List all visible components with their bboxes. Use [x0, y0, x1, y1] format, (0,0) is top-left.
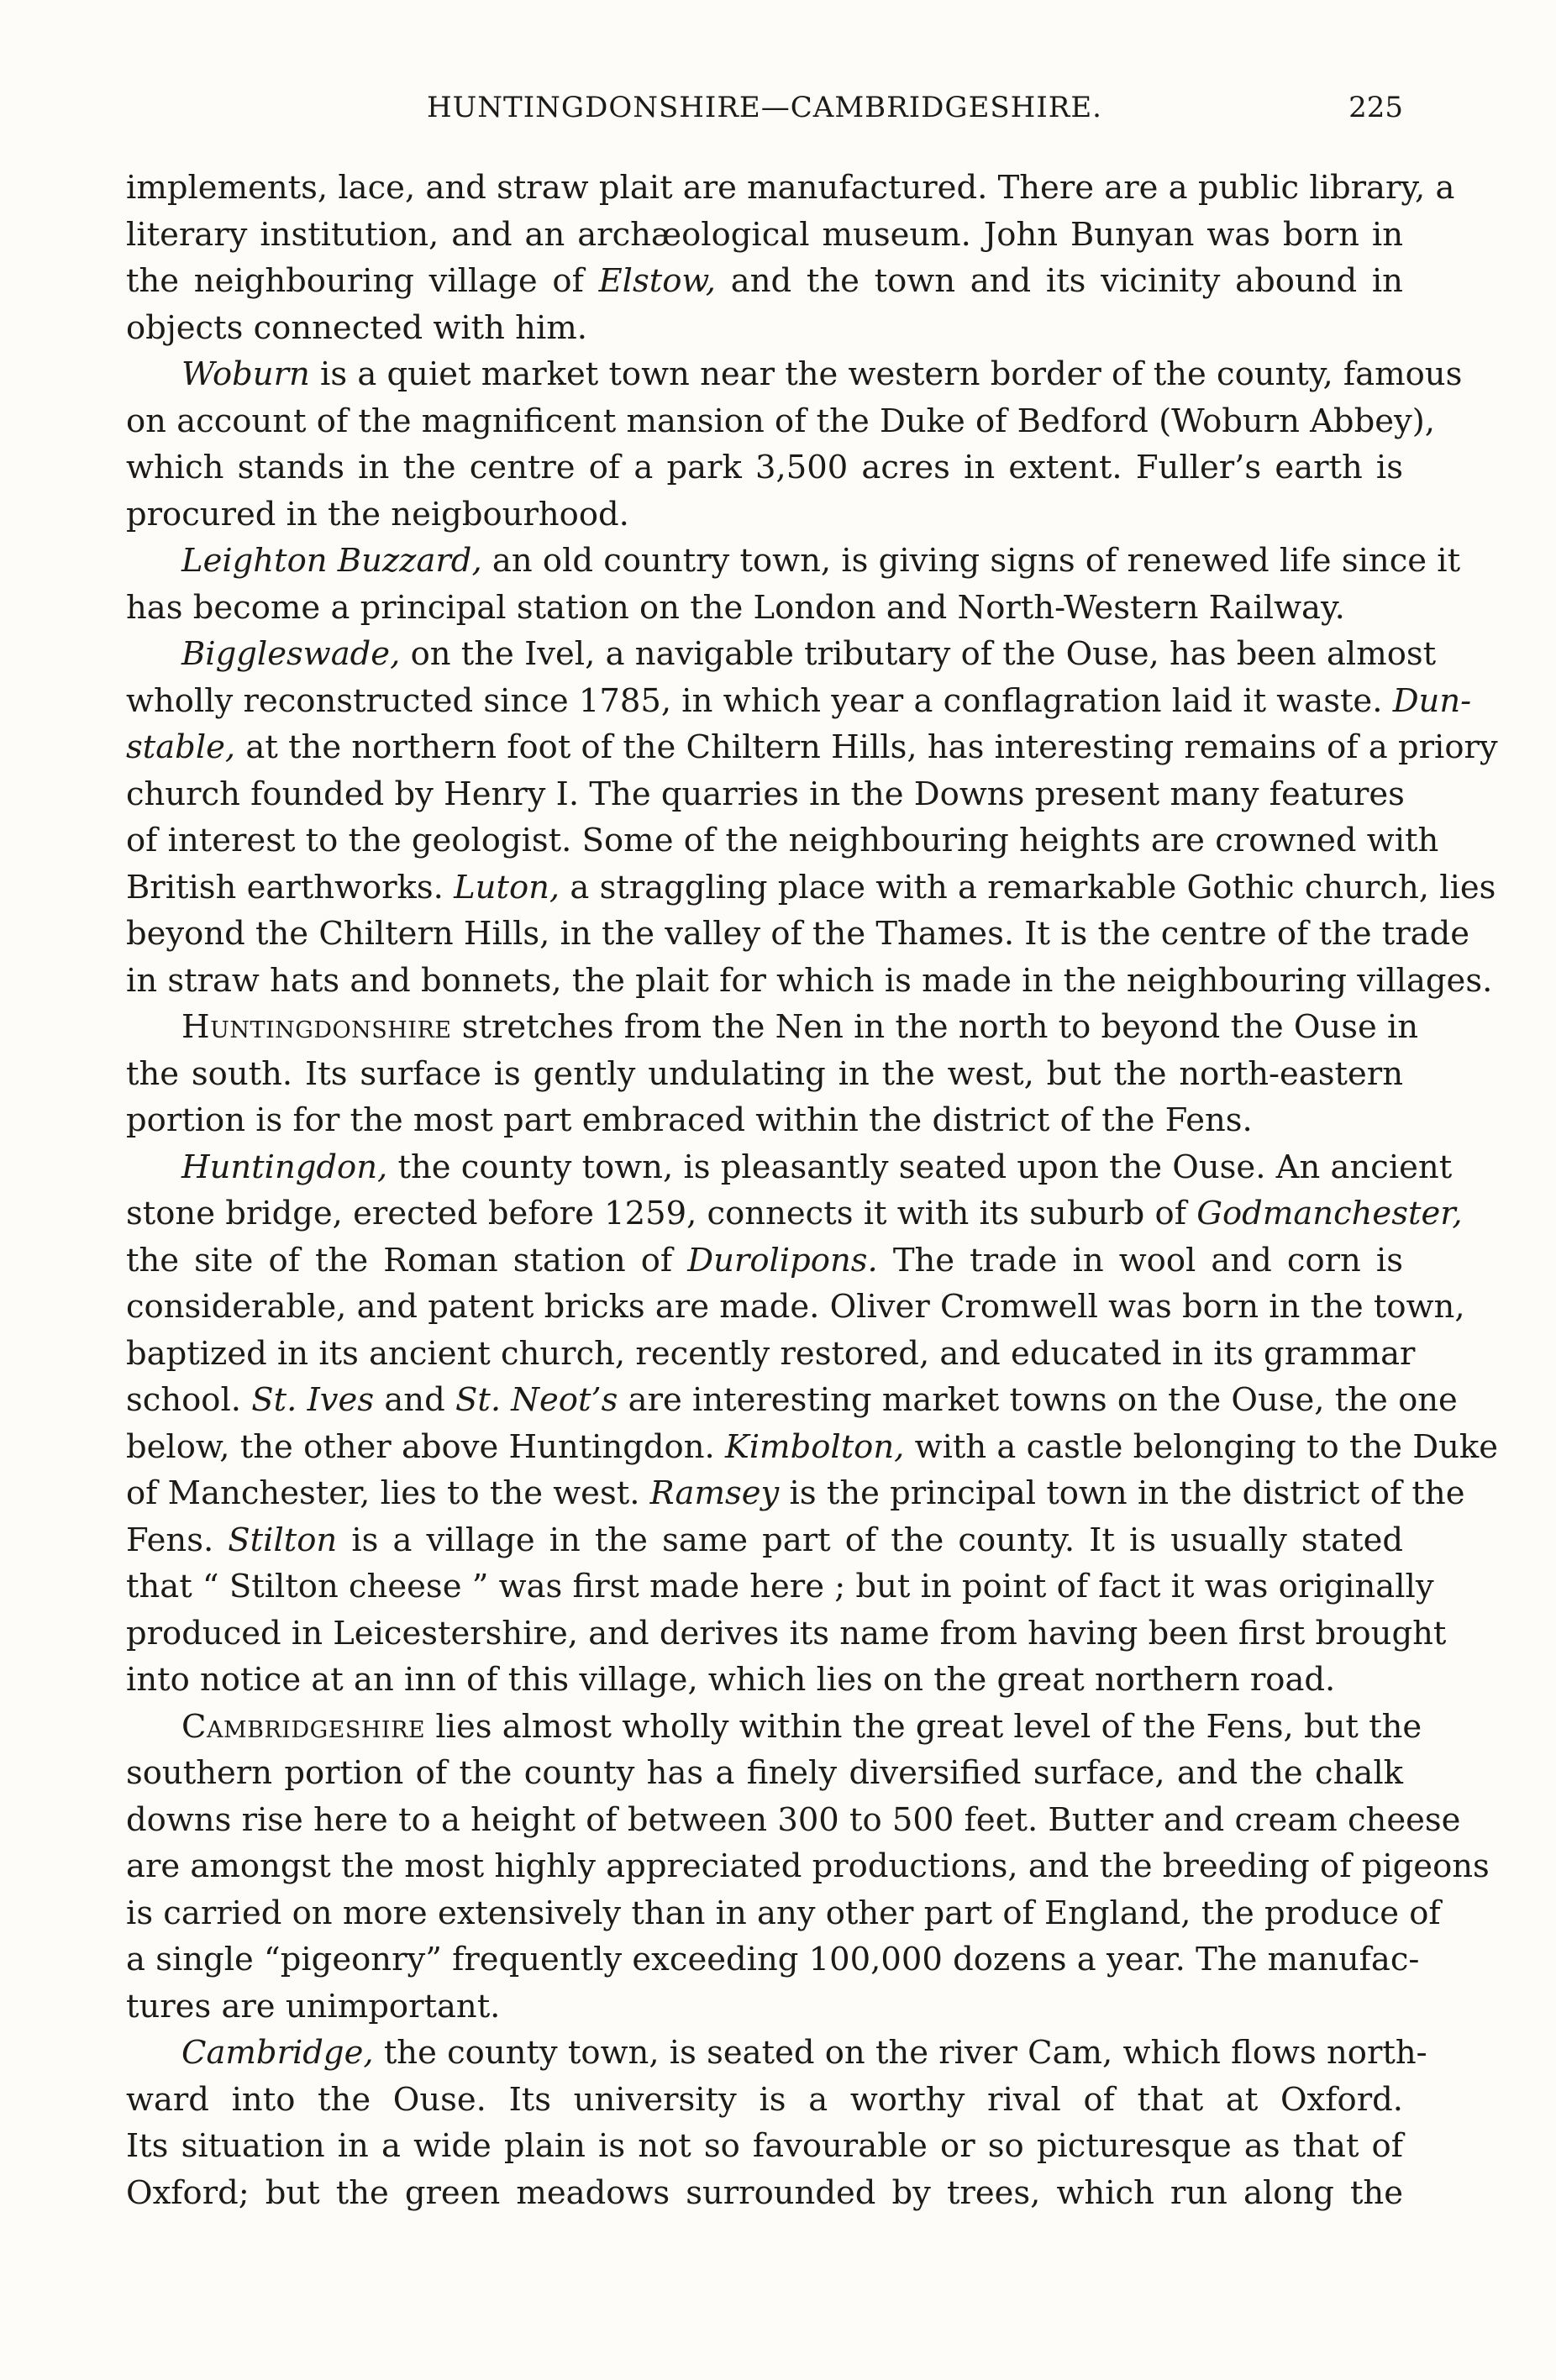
text-segment: tures are unimportant. [126, 1987, 501, 2025]
text-line [126, 212, 1403, 259]
text-line [126, 1843, 1490, 1890]
text-line [126, 2123, 1403, 2170]
italic-text: Cambridge, [181, 2034, 374, 2072]
text-segment: literary institution, and an archæological museum. John Bunyan was born in [126, 215, 1403, 254]
text-segment: church founded by Henry I. The quarries in the Downs present many features [126, 775, 1405, 813]
text-segment: lies almost wholly within the great level of the Fens, but the [425, 1707, 1422, 1746]
text-segment: and [374, 1381, 455, 1419]
text-line [126, 911, 1470, 958]
text-segment: that “ Stilton cheese ” was first made here ; but in point of fact it was originally [126, 1568, 1434, 1605]
text-segment: are amongst the most highly appreciated productions, and the breeding of pigeons [126, 1847, 1490, 1885]
text-segment: objects connected with him. [126, 308, 588, 347]
text-line [126, 1657, 1403, 1704]
text-segment: the county town, is seated on the river Cam, which flows north- [373, 2034, 1427, 2072]
text-segment: is a village in the same part of the county. It is usually stated [337, 1521, 1404, 1559]
text-segment: of interest to the geologist. Some of the neighbouring heights are crowned with [126, 822, 1439, 859]
text-segment: Fens. [126, 1521, 229, 1559]
text-line [126, 444, 1403, 491]
text-segment: beyond the Chiltern Hills, in the valley of the Thames. It is the centre of the trade [126, 915, 1470, 953]
text-line [126, 585, 1403, 632]
text-segment: the neighbouring village of [126, 262, 599, 300]
text-segment: which stands in the centre of a park 3,500 acres in extent. Fuller’s earth is [126, 449, 1403, 486]
text-segment: The trade in wool and corn is [877, 1241, 1403, 1279]
text-segment: is the principal town in the district of the [779, 1474, 1465, 1512]
italic-text: Leighton Buzzard, [181, 542, 482, 580]
italic-text: St. Neot’s [455, 1381, 618, 1419]
text-line [126, 258, 1403, 305]
text-segment: Oxford; but the green meadows surrounded by trees, which run along the [126, 2173, 1403, 2212]
italic-text: Luton, [454, 868, 560, 906]
text-segment: the county town, is pleasantly seated upon the Ouse. An ancient [387, 1148, 1453, 1186]
italic-text: Durolipons. [687, 1241, 878, 1279]
text-line [126, 1750, 1403, 1797]
italic-text: Elstow, [598, 262, 717, 300]
text-segment: produced in Leicestershire, and derives its name from having been first brought [126, 1614, 1447, 1652]
italic-text: Stilton [228, 1521, 338, 1559]
text-line [126, 958, 1493, 1005]
text-segment: southern portion of the county has a finely diversified surface, and the chalk [126, 1754, 1403, 1792]
text-segment: stretches from the Nen in the north to beyond the Ouse in [451, 1008, 1419, 1046]
text-segment: are interesting market towns on the Ouse, the one [618, 1381, 1458, 1419]
page-header [126, 91, 1403, 133]
text-line [126, 1424, 1498, 1471]
page-number: 225 [1348, 91, 1403, 124]
italic-text: stable, [126, 728, 236, 766]
text-segment: stone bridge, erected before 1259, connects it with its suburb of [126, 1195, 1197, 1232]
text-line [126, 1331, 1416, 1378]
italic-text: St. Ives [251, 1381, 375, 1419]
text-line [126, 2030, 1427, 2077]
text-line [126, 1983, 1403, 2031]
text-line [126, 305, 1403, 352]
text-segment: is a quiet market town near the western border of the county, famous [309, 355, 1463, 393]
text-line [126, 1004, 1419, 1051]
text-segment: considerable, and patent bricks are made. Oliver Cromwell was born in the town, [126, 1288, 1465, 1326]
text-segment: on the Ivel, a navigable tributary of the Ouse, has been almost [400, 635, 1437, 673]
text-line [126, 1936, 1420, 1983]
text-line [126, 1097, 1403, 1144]
text-segment: with a castle belonging to the Duke [904, 1427, 1498, 1466]
text-line [126, 1284, 1465, 1331]
text-segment: is carried on more extensively than in any other part of England, the produce of [126, 1894, 1441, 1932]
text-segment: downs rise here to a height of between 300 to 500 feet. Butter and cream cheese [126, 1800, 1461, 1839]
text-segment: British earthworks. [126, 868, 455, 906]
text-line [126, 771, 1403, 818]
text-segment: wholly reconstructed since 1785, in which year a conflagration laid it waste. [126, 681, 1393, 720]
text-line [126, 491, 1403, 539]
text-line [126, 351, 1463, 398]
text-segment: a straggling place with a remarkable Gothic church, lies [560, 868, 1496, 906]
italic-text: Huntingdon, [181, 1148, 388, 1186]
text-line [126, 724, 1498, 771]
text-segment: Its situation in a wide plain is not so favourable or so picturesque as that of [126, 2127, 1403, 2165]
italic-text: Biggleswade, [181, 635, 401, 673]
text-line [126, 864, 1496, 912]
text-segment: a single “pigeonry” frequently exceeding 100,000 dozens a year. The manufac- [126, 1941, 1420, 1978]
text-line [126, 631, 1437, 678]
text-line [126, 1051, 1403, 1098]
text-segment: implements, lace, and straw plait are manufactured. There are a public library, a [126, 169, 1455, 207]
text-line [126, 1563, 1434, 1610]
text-line [126, 1237, 1403, 1285]
text-segment: has become a principal station on the London and North-Western Railway. [126, 588, 1345, 627]
text-segment: portion is for the most part embraced within the district of the Fens. [126, 1101, 1253, 1139]
text-segment: below, the other above Huntingdon. [126, 1427, 725, 1466]
body-text [126, 165, 1498, 2216]
smallcaps-text: Huntingdonshire [181, 1008, 452, 1046]
running-title: HUNTINGDONSHIRE—CAMBRIDGESHIRE. [427, 91, 1102, 124]
text-line [126, 1610, 1447, 1658]
text-segment: and the town and its vicinity abound in [716, 262, 1403, 300]
text-line [126, 165, 1455, 212]
text-line [126, 1890, 1441, 1937]
text-line [126, 2170, 1403, 2217]
text-line [126, 538, 1461, 585]
text-segment: school. [126, 1381, 252, 1419]
text-segment: baptized in its ancient church, recently restored, and educated in its grammar [126, 1334, 1416, 1373]
text-segment: at the northern foot of the Chiltern Hills, has interesting remains of a priory [235, 728, 1498, 766]
text-segment: an old country town, is giving signs of renewed life since it [481, 542, 1461, 580]
text-line [126, 398, 1436, 445]
text-segment: in straw hats and bonnets, the plait for which is made in the neighbouring villages. [126, 961, 1493, 1000]
italic-text: Dun- [1392, 681, 1472, 720]
text-line [126, 817, 1439, 864]
text-line [126, 1517, 1403, 1564]
text-line [126, 1144, 1453, 1191]
italic-text: Kimbolton, [724, 1427, 905, 1466]
text-segment: of Manchester, lies to the west. [126, 1474, 650, 1512]
text-segment: ward into the Ouse. Its university is a worthy rival of that at Oxford. [126, 2080, 1403, 2119]
text-segment: the site of the Roman station of [126, 1241, 688, 1279]
italic-text: Godmanchester, [1196, 1195, 1463, 1232]
text-line [126, 678, 1472, 725]
text-segment: procured in the neigbourhood. [126, 495, 629, 533]
text-line [126, 1190, 1463, 1237]
text-line [126, 1704, 1422, 1751]
italic-text: Woburn [181, 355, 310, 393]
text-line [126, 1377, 1458, 1424]
smallcaps-text: Cambridgeshire [181, 1707, 426, 1746]
text-line [126, 1797, 1461, 1844]
text-line [126, 1470, 1465, 1517]
text-segment: on account of the magnificent mansion of the Duke of Bedford (Woburn Abbey), [126, 402, 1436, 440]
text-segment: the south. Its surface is gently undulating in the west, but the north-eastern [126, 1054, 1403, 1093]
text-segment: into notice at an inn of this village, which lies on the great northern road. [126, 1661, 1336, 1699]
text-line [126, 2077, 1403, 2124]
italic-text: Ramsey [649, 1474, 780, 1512]
